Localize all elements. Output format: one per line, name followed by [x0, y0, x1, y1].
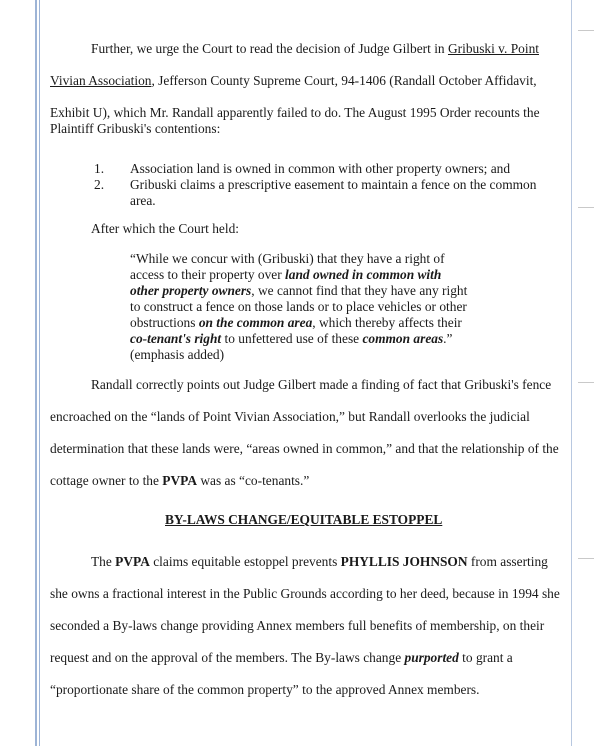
para2-line4: cottage owner to the PVPA was as “co-tenants.”: [50, 473, 310, 488]
scan-margin-line: [39, 0, 40, 746]
quote-line: “While we concur with (Gribuski) that they have a right of: [130, 251, 445, 266]
list-item-cont: area.: [130, 193, 156, 208]
scan-tick: [578, 558, 594, 559]
scan-tick: [578, 207, 594, 208]
scan-tick: [578, 30, 594, 31]
quote-line: access to their property over land owned in common with: [130, 267, 442, 282]
para2-line1: Randall correctly points out Judge Gilbert made a finding of fact that Gribuski's fence: [91, 377, 552, 392]
list-item: Gribuski claims a prescriptive easement to maintain a fence on the common: [130, 177, 537, 192]
para1-line1: Further, we urge the Court to read the decision of Judge Gilbert in Gribuski v. Point: [91, 41, 539, 56]
list-number: 2.: [94, 177, 105, 192]
quote-line: (emphasis added): [130, 347, 225, 362]
scan-tick: [578, 382, 594, 383]
scan-margin-line: [35, 0, 37, 746]
quote-line: other property owners, we cannot find that they have any right: [130, 283, 468, 298]
quote-line: co-tenant's right to unfettered use of these common areas.”: [130, 331, 453, 346]
court-held: After which the Court held:: [91, 221, 240, 236]
section-heading: BY-LAWS CHANGE/EQUITABLE ESTOPPEL: [165, 512, 443, 527]
para3-line5: “proportionate share of the common property” to the approved Annex members.: [50, 682, 480, 697]
para3-line3: seconded a By-laws change providing Annex members full benefits of membership, on their: [50, 618, 545, 633]
para2-line3: determination that these lands were, “areas owned in common,” and that the relationship of the: [50, 441, 559, 456]
list-number: 1.: [94, 161, 105, 176]
para3-line4: request and on the approval of the members. The By-laws change purported to grant a: [50, 650, 513, 665]
para2-line2: encroached on the “lands of Point Vivian Association,” but Randall overlooks the judicial: [50, 409, 530, 424]
para1-line2: Vivian Association, Jefferson County Supreme Court, 94-1406 (Randall October Affidavit,: [50, 73, 537, 88]
para3-line2: she owns a fractional interest in the Public Grounds according to her deed, because in 1994 she: [50, 586, 560, 601]
para3-line1: The PVPA claims equitable estoppel prevents PHYLLIS JOHNSON from asserting: [91, 554, 548, 569]
para1-line3: Exhibit U), which Mr. Randall apparently failed to do. The August 1995 Order recounts the: [50, 105, 540, 120]
quote-line: to construct a fence on those lands or to place vehicles or other: [130, 299, 467, 314]
list-item: Association land is owned in common with other property owners; and: [130, 161, 511, 176]
para1-line4: Plaintiff Gribuski's contentions:: [50, 121, 221, 136]
scan-margin-line: [571, 0, 572, 746]
quote-line: obstructions on the common area, which thereby affects their: [130, 315, 462, 330]
